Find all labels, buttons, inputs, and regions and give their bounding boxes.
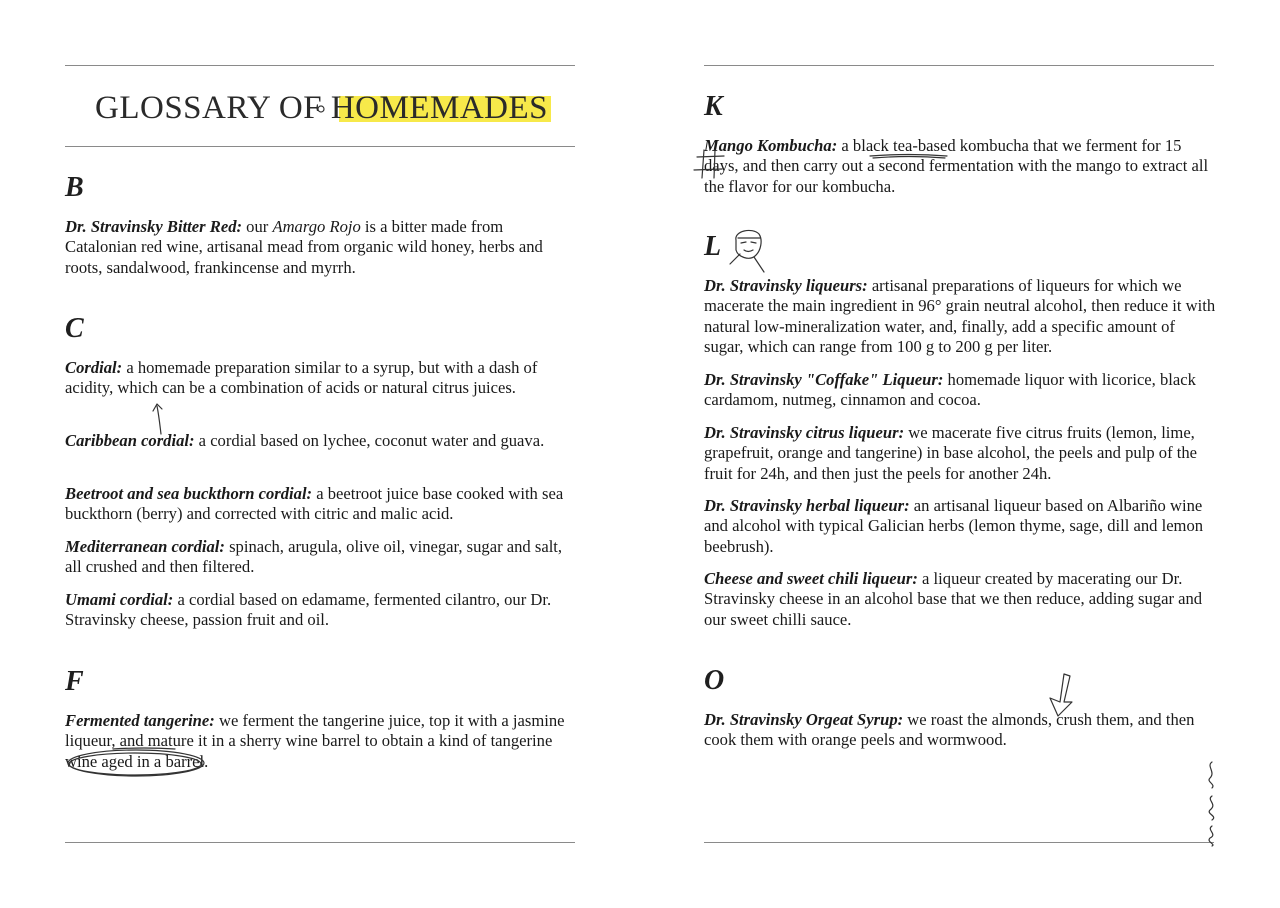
section-letter-l: L (704, 231, 722, 262)
entry-herbal-liqueur (704, 496, 1216, 557)
underline-doodle-icon (869, 152, 949, 160)
entry-text: spinach, arugula, olive oil, vinegar, sugar and salt, all crushed and then filtered. (65, 537, 563, 577)
entry-stravinsky-liqueurs (704, 276, 1216, 357)
entry-term: Umami cordial: (65, 590, 174, 609)
entry-text: artisanal preparations of liqueurs for which we macerate the main ingredient in 96° grain neutral alcohol, then reduce it with natural low-mineralization water, and, finally, add a specific amount of sugar, which can range from 100 g to 200 g per liter. (704, 276, 1216, 356)
section-letter-k: K (704, 91, 723, 122)
entry-term: Beetroot and sea buckthorn cordial: (65, 484, 313, 503)
face-doodle-icon (726, 226, 772, 276)
title-rule (65, 146, 575, 147)
entry-text: we macerate five citrus fruits (lemon, lime, grapefruit, orange and tangerine) in base alcohol, the peels and pulp of the fruit for 24h, and then just the peels for another 24h. (704, 423, 1198, 483)
entry-mediterranean-cordial (65, 537, 577, 578)
entry-umami-cordial (65, 590, 577, 631)
entry-term: Dr. Stravinsky Orgeat Syrup: (704, 710, 904, 729)
entry-text: a homemade preparation similar to a syrup, but with a dash of acidity, which can be a combination of acids or natural citrus juices. (65, 358, 538, 398)
top-rule (704, 65, 1214, 66)
entry-term: Dr. Stravinsky citrus liqueur: (704, 423, 905, 442)
entry-text: we ferment the tangerine juice, top it with a jasmine liqueur, and mature it in a sherry wine barrel to obtain a kind of tangerine wine aged in a barrel. (65, 711, 565, 771)
left-page (65, 0, 575, 908)
dot-doodle-icon (315, 103, 327, 115)
entry-coffake-liqueur (704, 370, 1216, 411)
entry-beetroot-cordial (65, 484, 577, 525)
entry-term: Dr. Stravinsky "Coffake" Liqueur: (704, 370, 944, 389)
entry-term: Cheese and sweet chili liqueur: (704, 569, 918, 588)
entry-cordial (65, 358, 577, 399)
circle-doodle-icon (65, 746, 207, 780)
entry-text: is a bitter made from Catalonian red wine, artisanal mead from organic wild honey, herbs and roots, sandalwood, frankincense and myrrh. (65, 217, 543, 277)
entry-citrus-liqueur (704, 423, 1216, 484)
entry-text: a cordial based on edamame, fermented cilantro, our Dr. Stravinsky cheese, passion fruit and oil. (65, 590, 552, 630)
arrow-down-doodle-icon (1042, 672, 1078, 720)
section-letter-c: C (65, 313, 84, 344)
entry-term: Cordial: (65, 358, 123, 377)
bottom-rule (704, 842, 1214, 843)
entry-text: a black tea-based kombucha that we ferment for 15 days, and then carry out a second fermentation with the mango to extract all the flavor for our kombucha. (704, 136, 1209, 196)
section-letter-o: O (704, 665, 725, 696)
right-page (704, 0, 1214, 908)
squiggle-doodle-icon (1202, 758, 1222, 848)
entry-text: our (242, 217, 273, 236)
entry-term: Caribbean cordial: (65, 431, 195, 450)
section-letter-b: B (65, 172, 84, 203)
entry-italic: Amargo Rojo (272, 217, 361, 236)
bottom-rule (65, 842, 575, 843)
entry-caribbean-cordial (65, 431, 577, 451)
entry-term: Dr. Stravinsky herbal liqueur: (704, 496, 910, 515)
entry-text: homemade liquor with licorice, black cardamom, nutmeg, cinnamon and cocoa. (704, 370, 1196, 410)
entry-text: we roast the almonds, crush them, and then cook them with orange peels and wormwood. (704, 710, 1195, 750)
underline-doodle-icon (112, 747, 176, 751)
entry-orgeat-syrup (704, 710, 1216, 751)
section-letter-f: F (65, 666, 84, 697)
top-rule (65, 65, 575, 66)
entry-term: Mediterranean cordial: (65, 537, 225, 556)
entry-text: a beetroot juice base cooked with sea buckthorn (berry) and corrected with citric and malic acid. (65, 484, 564, 524)
page-title: GLOSSARY OF HOMEMADES (95, 90, 549, 126)
entry-term: Fermented tangerine: (65, 711, 215, 730)
entry-term: Mango Kombucha: (704, 136, 838, 155)
entry-bitter-red (65, 217, 577, 278)
entry-text: a liqueur created by macerating our Dr. Stravinsky cheese in an alcohol base that we then reduce, adding sugar and our sweet chilli sauce. (704, 569, 1203, 629)
entry-term: Dr. Stravinsky Bitter Red: (65, 217, 243, 236)
entry-cheese-chili-liqueur (704, 569, 1216, 630)
entry-text: an artisanal liqueur based on Albariño wine and alcohol with typical Galician herbs (lemon thyme, sage, dill and lemon beebrush). (704, 496, 1204, 556)
entry-term: Dr. Stravinsky liqueurs: (704, 276, 868, 295)
hash-doodle-icon (694, 148, 744, 180)
entry-mango-kombucha (704, 136, 1216, 197)
arrow-doodle-icon (151, 400, 171, 436)
entry-text: a cordial based on lychee, coconut water and guava. (194, 431, 545, 450)
